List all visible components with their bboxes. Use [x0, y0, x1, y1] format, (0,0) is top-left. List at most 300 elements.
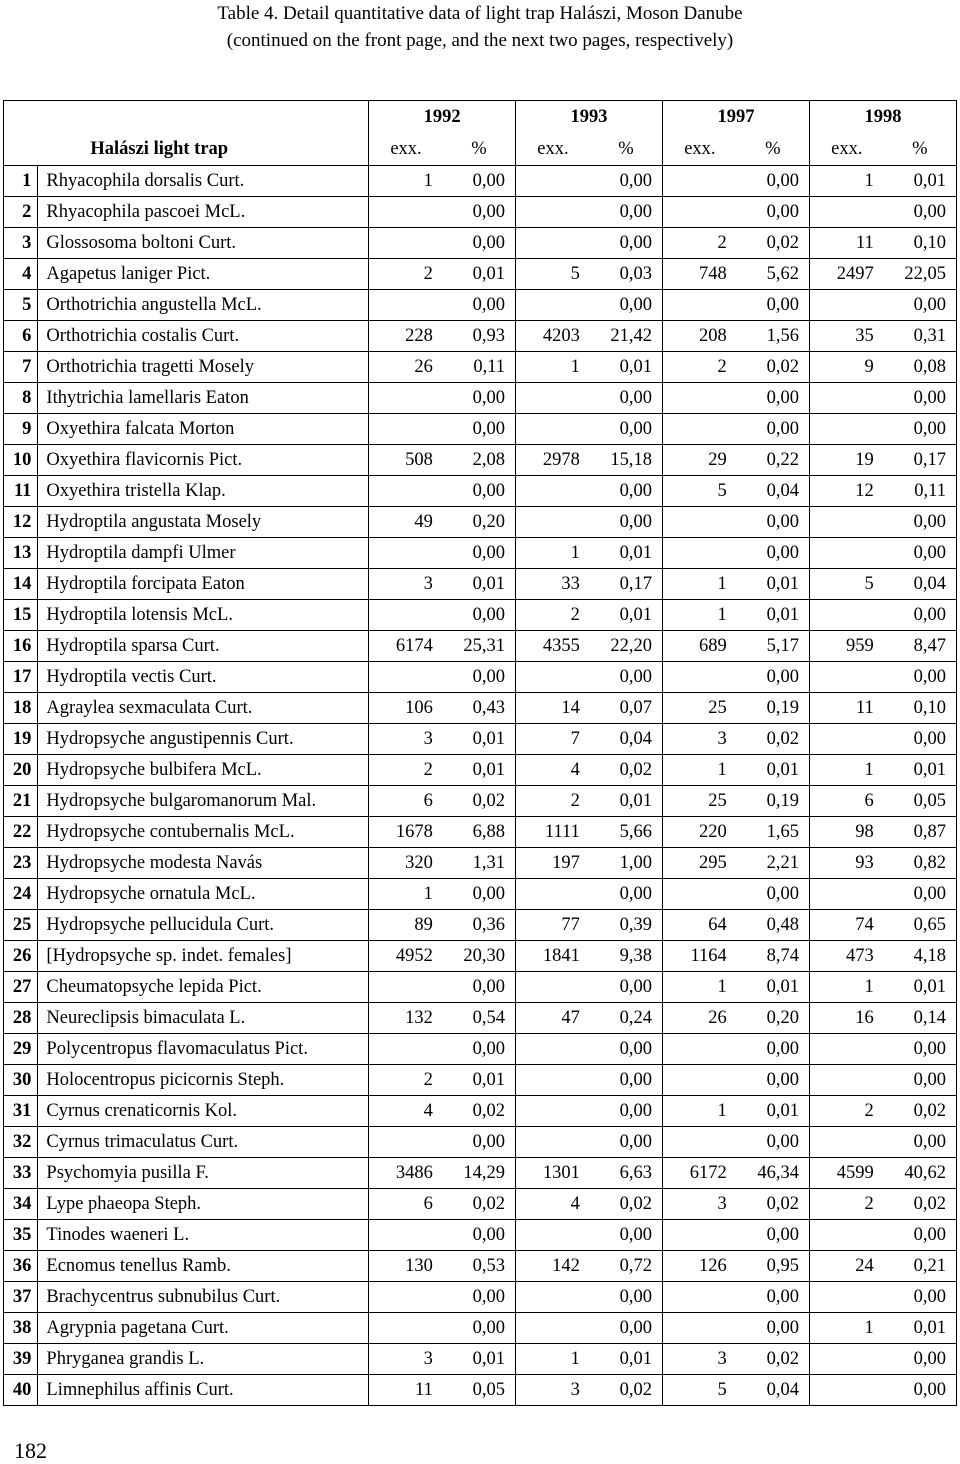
percent-cell: 0,01 — [737, 569, 810, 600]
table-row — [4, 507, 957, 538]
percent-cell: 0,00 — [443, 414, 516, 445]
percent-cell: 0,00 — [590, 476, 663, 507]
count-cell — [369, 228, 443, 259]
table-row — [4, 786, 957, 817]
count-cell — [369, 972, 443, 1003]
data-table — [3, 100, 957, 1406]
count-cell — [809, 662, 883, 693]
percent-cell: 0,00 — [443, 228, 516, 259]
percent-cell: 5,66 — [590, 817, 663, 848]
percent-cell: 0,01 — [737, 600, 810, 631]
percent-cell: 0,00 — [737, 662, 810, 693]
count-cell: 3 — [663, 724, 737, 755]
row-number: 12 — [4, 507, 38, 538]
percent-cell: 0,03 — [590, 259, 663, 290]
count-cell: 25 — [663, 786, 737, 817]
count-cell — [516, 972, 590, 1003]
species-name: Agrypnia pagetana Curt. — [38, 1313, 369, 1344]
count-cell: 49 — [369, 507, 443, 538]
row-number: 2 — [4, 197, 38, 228]
count-cell — [809, 1034, 883, 1065]
count-cell: 6 — [369, 1189, 443, 1220]
table-body — [4, 166, 957, 1406]
percent-cell: 0,01 — [590, 600, 663, 631]
percent-cell: 8,74 — [737, 941, 810, 972]
count-cell — [516, 507, 590, 538]
table-row — [4, 166, 957, 197]
row-number: 26 — [4, 941, 38, 972]
count-cell — [516, 879, 590, 910]
row-number: 38 — [4, 1313, 38, 1344]
count-cell: 106 — [369, 693, 443, 724]
table-row — [4, 848, 957, 879]
table-row — [4, 1127, 957, 1158]
percent-cell: 0,10 — [884, 228, 957, 259]
count-cell: 11 — [369, 1375, 443, 1406]
percent-cell: 0,00 — [737, 414, 810, 445]
count-cell: 6174 — [369, 631, 443, 662]
percent-cell: 0,00 — [737, 538, 810, 569]
unit-ex-header: exx. — [663, 133, 737, 166]
species-name: Hydroptila lotensis McL. — [38, 600, 369, 631]
row-number: 22 — [4, 817, 38, 848]
count-cell — [663, 1065, 737, 1096]
species-name: Cyrnus crenaticornis Kol. — [38, 1096, 369, 1127]
percent-cell: 0,17 — [590, 569, 663, 600]
table-row — [4, 631, 957, 662]
percent-cell: 0,00 — [884, 662, 957, 693]
species-name: Lype phaeopa Steph. — [38, 1189, 369, 1220]
percent-cell: 0,00 — [590, 290, 663, 321]
percent-cell: 0,00 — [737, 166, 810, 197]
count-cell: 1 — [369, 166, 443, 197]
table-row — [4, 445, 957, 476]
count-cell: 2 — [809, 1189, 883, 1220]
row-number: 36 — [4, 1251, 38, 1282]
table-row — [4, 1282, 957, 1313]
table-caption — [0, 0, 960, 54]
count-cell: 208 — [663, 321, 737, 352]
percent-cell: 0,00 — [590, 879, 663, 910]
percent-cell: 0,04 — [590, 724, 663, 755]
unit-pct-header: % — [590, 133, 663, 166]
percent-cell: 0,00 — [884, 197, 957, 228]
percent-cell: 0,01 — [443, 259, 516, 290]
percent-cell: 0,00 — [884, 1065, 957, 1096]
percent-cell: 0,01 — [590, 538, 663, 569]
count-cell: 142 — [516, 1251, 590, 1282]
table-row — [4, 1096, 957, 1127]
count-cell: 6 — [809, 786, 883, 817]
percent-cell: 15,18 — [590, 445, 663, 476]
row-number: 40 — [4, 1375, 38, 1406]
species-name: Hydroptila vectis Curt. — [38, 662, 369, 693]
count-cell — [809, 600, 883, 631]
header-units-row — [4, 133, 957, 166]
count-cell — [369, 476, 443, 507]
count-cell — [663, 1220, 737, 1251]
table-row — [4, 1065, 957, 1096]
percent-cell: 0,00 — [590, 414, 663, 445]
species-name: Psychomyia pusilla F. — [38, 1158, 369, 1189]
row-number: 8 — [4, 383, 38, 414]
percent-cell: 0,00 — [443, 538, 516, 569]
count-cell — [516, 476, 590, 507]
row-number: 14 — [4, 569, 38, 600]
percent-cell: 0,02 — [737, 352, 810, 383]
count-cell: 1 — [516, 352, 590, 383]
count-cell: 3 — [663, 1344, 737, 1375]
unit-ex-header: exx. — [516, 133, 590, 166]
count-cell — [663, 662, 737, 693]
percent-cell: 0,05 — [443, 1375, 516, 1406]
percent-cell: 0,00 — [737, 383, 810, 414]
percent-cell: 0,00 — [590, 1313, 663, 1344]
table-row — [4, 290, 957, 321]
percent-cell: 0,02 — [590, 755, 663, 786]
count-cell: 295 — [663, 848, 737, 879]
species-name: Limnephilus affinis Curt. — [38, 1375, 369, 1406]
percent-cell: 0,04 — [884, 569, 957, 600]
count-cell — [369, 600, 443, 631]
percent-cell: 0,00 — [737, 1127, 810, 1158]
percent-cell: 0,82 — [884, 848, 957, 879]
count-cell — [809, 1375, 883, 1406]
count-cell: 93 — [809, 848, 883, 879]
percent-cell: 0,00 — [884, 290, 957, 321]
percent-cell: 0,01 — [737, 1096, 810, 1127]
count-cell: 126 — [663, 1251, 737, 1282]
count-cell — [663, 1282, 737, 1313]
count-cell — [516, 1220, 590, 1251]
count-cell: 748 — [663, 259, 737, 290]
species-name: Agapetus laniger Pict. — [38, 259, 369, 290]
percent-cell: 21,42 — [590, 321, 663, 352]
percent-cell: 0,20 — [737, 1003, 810, 1034]
count-cell — [369, 1034, 443, 1065]
count-cell: 1 — [369, 879, 443, 910]
table-row — [4, 352, 957, 383]
row-number: 37 — [4, 1282, 38, 1313]
row-number: 7 — [4, 352, 38, 383]
percent-cell: 0,00 — [590, 1096, 663, 1127]
count-cell: 1 — [663, 972, 737, 1003]
percent-cell: 0,00 — [590, 383, 663, 414]
row-number: 24 — [4, 879, 38, 910]
percent-cell: 0,01 — [884, 166, 957, 197]
percent-cell: 0,00 — [443, 1127, 516, 1158]
percent-cell: 0,00 — [590, 166, 663, 197]
count-cell: 12 — [809, 476, 883, 507]
species-name: Hydropsyche ornatula McL. — [38, 879, 369, 910]
count-cell: 47 — [516, 1003, 590, 1034]
count-cell — [809, 879, 883, 910]
percent-cell: 0,02 — [737, 1189, 810, 1220]
percent-cell: 0,02 — [737, 724, 810, 755]
count-cell — [663, 879, 737, 910]
unit-pct-header: % — [443, 133, 516, 166]
count-cell: 2 — [663, 352, 737, 383]
table-row — [4, 600, 957, 631]
percent-cell: 1,00 — [590, 848, 663, 879]
count-cell: 5 — [663, 476, 737, 507]
percent-cell: 1,56 — [737, 321, 810, 352]
species-name: Ithytrichia lamellaris Eaton — [38, 383, 369, 414]
count-cell: 29 — [663, 445, 737, 476]
count-cell: 7 — [516, 724, 590, 755]
percent-cell: 1,31 — [443, 848, 516, 879]
percent-cell: 0,39 — [590, 910, 663, 941]
count-cell: 1 — [809, 972, 883, 1003]
count-cell: 1 — [663, 569, 737, 600]
percent-cell: 0,04 — [737, 1375, 810, 1406]
percent-cell: 0,00 — [737, 1313, 810, 1344]
row-number: 30 — [4, 1065, 38, 1096]
count-cell: 3 — [663, 1189, 737, 1220]
table-row — [4, 693, 957, 724]
count-cell: 959 — [809, 631, 883, 662]
row-number: 28 — [4, 1003, 38, 1034]
table-row — [4, 1220, 957, 1251]
percent-cell: 0,00 — [443, 290, 516, 321]
count-cell — [663, 507, 737, 538]
table-row — [4, 910, 957, 941]
count-cell: 5 — [809, 569, 883, 600]
table-row — [4, 1375, 957, 1406]
percent-cell: 0,53 — [443, 1251, 516, 1282]
row-number: 13 — [4, 538, 38, 569]
caption-line-2: (continued on the front page, and the next two pages, respectively) — [226, 30, 734, 51]
row-number: 25 — [4, 910, 38, 941]
percent-cell: 0,01 — [590, 352, 663, 383]
species-name: Hydroptila forcipata Eaton — [38, 569, 369, 600]
percent-cell: 0,01 — [737, 755, 810, 786]
percent-cell: 22,05 — [884, 259, 957, 290]
percent-cell: 20,30 — [443, 941, 516, 972]
percent-cell: 0,00 — [443, 1034, 516, 1065]
table-row — [4, 817, 957, 848]
percent-cell: 0,48 — [737, 910, 810, 941]
count-cell: 1164 — [663, 941, 737, 972]
table-row — [4, 414, 957, 445]
count-cell: 11 — [809, 228, 883, 259]
percent-cell: 0,00 — [590, 662, 663, 693]
count-cell — [369, 538, 443, 569]
count-cell — [369, 414, 443, 445]
count-cell: 74 — [809, 910, 883, 941]
percent-cell: 4,18 — [884, 941, 957, 972]
count-cell: 4 — [369, 1096, 443, 1127]
table-row — [4, 569, 957, 600]
table-row — [4, 1003, 957, 1034]
table-row — [4, 476, 957, 507]
count-cell — [369, 1220, 443, 1251]
row-number: 3 — [4, 228, 38, 259]
percent-cell: 0,14 — [884, 1003, 957, 1034]
percent-cell: 9,38 — [590, 941, 663, 972]
count-cell: 64 — [663, 910, 737, 941]
table-row — [4, 1034, 957, 1065]
percent-cell: 1,65 — [737, 817, 810, 848]
percent-cell: 0,01 — [443, 724, 516, 755]
count-cell — [663, 383, 737, 414]
count-cell: 11 — [809, 693, 883, 724]
header-years-row — [4, 101, 957, 134]
percent-cell: 0,02 — [590, 1189, 663, 1220]
percent-cell: 0,00 — [884, 1220, 957, 1251]
species-name: Cyrnus trimaculatus Curt. — [38, 1127, 369, 1158]
count-cell: 1 — [809, 1313, 883, 1344]
percent-cell: 0,11 — [884, 476, 957, 507]
count-cell — [369, 1127, 443, 1158]
percent-cell: 22,20 — [590, 631, 663, 662]
percent-cell: 0,02 — [443, 1096, 516, 1127]
species-name: Glossosoma boltoni Curt. — [38, 228, 369, 259]
count-cell — [516, 1127, 590, 1158]
species-name: Orthotrichia costalis Curt. — [38, 321, 369, 352]
year-header: 1993 — [516, 101, 663, 134]
percent-cell: 0,00 — [590, 1034, 663, 1065]
row-number: 5 — [4, 290, 38, 321]
count-cell: 4355 — [516, 631, 590, 662]
percent-cell: 0,00 — [884, 1127, 957, 1158]
percent-cell: 0,17 — [884, 445, 957, 476]
unit-ex-header: exx. — [809, 133, 883, 166]
table-row — [4, 228, 957, 259]
count-cell: 1301 — [516, 1158, 590, 1189]
count-cell: 5 — [516, 259, 590, 290]
row-number: 21 — [4, 786, 38, 817]
row-number: 1 — [4, 166, 38, 197]
table-row — [4, 1313, 957, 1344]
count-cell: 2 — [516, 786, 590, 817]
count-cell: 508 — [369, 445, 443, 476]
count-cell: 6172 — [663, 1158, 737, 1189]
percent-cell: 0,21 — [884, 1251, 957, 1282]
count-cell — [516, 1065, 590, 1096]
count-cell: 2 — [369, 259, 443, 290]
percent-cell: 0,00 — [590, 972, 663, 1003]
year-header: 1997 — [663, 101, 810, 134]
count-cell — [663, 1313, 737, 1344]
count-cell — [516, 383, 590, 414]
percent-cell: 2,21 — [737, 848, 810, 879]
percent-cell: 0,05 — [884, 786, 957, 817]
percent-cell: 0,01 — [737, 972, 810, 1003]
percent-cell: 0,00 — [737, 197, 810, 228]
percent-cell: 0,31 — [884, 321, 957, 352]
count-cell — [369, 383, 443, 414]
species-name: [Hydropsyche sp. indet. females] — [38, 941, 369, 972]
count-cell: 1 — [516, 538, 590, 569]
count-cell: 4203 — [516, 321, 590, 352]
row-number: 34 — [4, 1189, 38, 1220]
row-number: 17 — [4, 662, 38, 693]
percent-cell: 0,19 — [737, 693, 810, 724]
species-name: Hydropsyche contubernalis McL. — [38, 817, 369, 848]
count-cell — [809, 507, 883, 538]
table-row — [4, 538, 957, 569]
table-row — [4, 1158, 957, 1189]
count-cell: 132 — [369, 1003, 443, 1034]
row-number: 18 — [4, 693, 38, 724]
count-cell: 19 — [809, 445, 883, 476]
count-cell: 130 — [369, 1251, 443, 1282]
count-cell — [809, 383, 883, 414]
count-cell: 98 — [809, 817, 883, 848]
count-cell: 1841 — [516, 941, 590, 972]
percent-cell: 0,00 — [443, 383, 516, 414]
percent-cell: 0,00 — [737, 879, 810, 910]
count-cell — [663, 166, 737, 197]
percent-cell: 0,11 — [443, 352, 516, 383]
count-cell: 228 — [369, 321, 443, 352]
table-row — [4, 259, 957, 290]
percent-cell: 8,47 — [884, 631, 957, 662]
count-cell: 1 — [809, 755, 883, 786]
percent-cell: 0,00 — [590, 1220, 663, 1251]
count-cell — [516, 290, 590, 321]
percent-cell: 0,01 — [443, 1344, 516, 1375]
percent-cell: 0,01 — [443, 755, 516, 786]
species-name: Oxyethira flavicornis Pict. — [38, 445, 369, 476]
count-cell: 1111 — [516, 817, 590, 848]
percent-cell: 0,01 — [884, 972, 957, 1003]
percent-cell: 0,08 — [884, 352, 957, 383]
row-number: 4 — [4, 259, 38, 290]
row-number: 9 — [4, 414, 38, 445]
percent-cell: 0,24 — [590, 1003, 663, 1034]
percent-cell: 0,00 — [884, 1282, 957, 1313]
table-row — [4, 724, 957, 755]
table-row — [4, 879, 957, 910]
percent-cell: 0,00 — [737, 1065, 810, 1096]
count-cell: 2497 — [809, 259, 883, 290]
count-cell: 3 — [369, 1344, 443, 1375]
count-cell: 2 — [369, 1065, 443, 1096]
percent-cell: 0,01 — [590, 1344, 663, 1375]
table-row — [4, 197, 957, 228]
species-name: Oxyethira falcata Morton — [38, 414, 369, 445]
percent-cell: 0,00 — [884, 600, 957, 631]
count-cell — [809, 724, 883, 755]
species-name: Hydroptila dampfi Ulmer — [38, 538, 369, 569]
percent-cell: 0,02 — [443, 1189, 516, 1220]
percent-cell: 0,00 — [737, 507, 810, 538]
count-cell: 1 — [516, 1344, 590, 1375]
count-cell: 2978 — [516, 445, 590, 476]
count-cell — [369, 1313, 443, 1344]
percent-cell: 0,00 — [884, 1344, 957, 1375]
count-cell: 1678 — [369, 817, 443, 848]
species-name: Rhyacophila pascoei McL. — [38, 197, 369, 228]
count-cell — [663, 1034, 737, 1065]
percent-cell: 0,00 — [443, 972, 516, 1003]
percent-cell: 0,00 — [443, 197, 516, 228]
count-cell — [516, 1313, 590, 1344]
table-row — [4, 1344, 957, 1375]
count-cell — [369, 1282, 443, 1313]
count-cell — [369, 197, 443, 228]
percent-cell: 25,31 — [443, 631, 516, 662]
count-cell — [516, 414, 590, 445]
count-cell — [516, 1096, 590, 1127]
table-row — [4, 1251, 957, 1282]
percent-cell: 0,02 — [590, 1375, 663, 1406]
percent-cell: 0,02 — [884, 1189, 957, 1220]
percent-cell: 46,34 — [737, 1158, 810, 1189]
row-number: 10 — [4, 445, 38, 476]
